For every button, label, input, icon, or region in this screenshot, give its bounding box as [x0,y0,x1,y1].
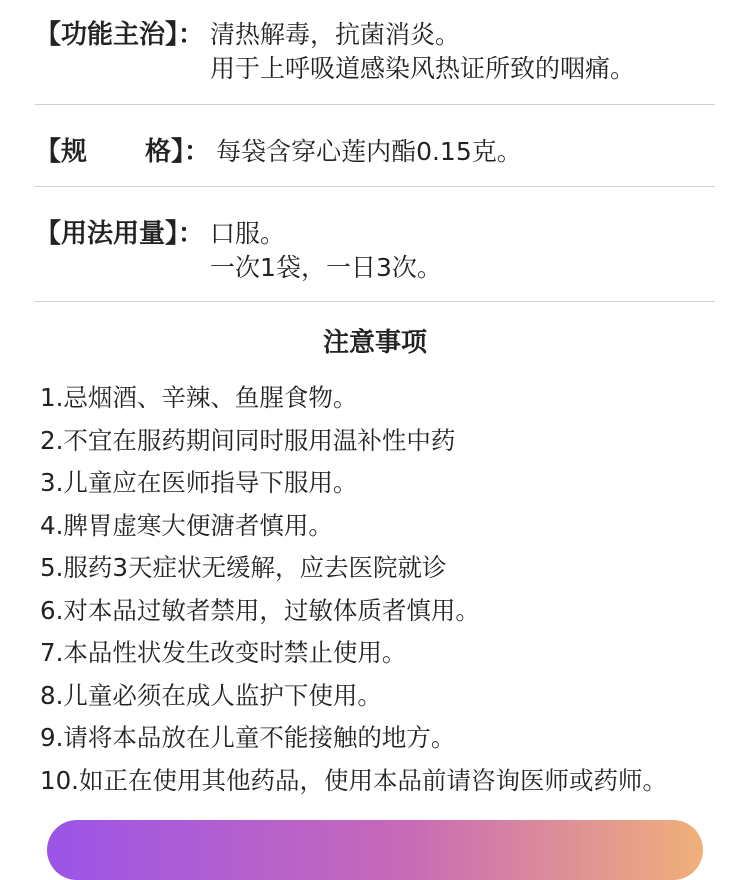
divider [35,104,715,105]
indications-line: 用于上呼吸道感染风热证所致的咽痛。 [210,54,636,83]
precaution-item: 5.服药3天症状无缓解，应去医院就诊 [40,553,447,582]
indications-section [35,18,715,86]
precaution-item: 7.本品性状发生改变时禁止使用。 [40,638,407,667]
dosage-line: 一次1袋，一日3次。 [210,253,442,282]
precaution-item: 4.脾胃虚寒大便溏者慎用。 [40,510,333,540]
precaution-item: 2.不宜在服药期间同时服用温补性中药 [40,425,456,455]
divider [35,301,715,302]
precaution-item: 10.如正在使用其他药品，使用本品前请咨询医师或药师。 [40,765,667,795]
specification-value: 每袋含穿心莲内酯0.15克。 [216,137,522,166]
dosage-line: 口服。 [210,219,286,248]
precaution-item: 1.忌烟酒、辛辣、鱼腥食物。 [40,383,358,412]
bottom-action-button[interactable] [47,820,703,880]
precautions-title: 注意事项 [322,328,427,358]
precaution-item: 6.对本品过敏者禁用，过敏体质者慎用。 [40,595,480,625]
divider [35,186,715,187]
dosage-values [210,217,442,285]
precautions-list [40,377,667,802]
precaution-item: 3.儿童应在医师指导下服用。 [40,468,358,497]
indications-line: 清热解毒，抗菌消炎。 [210,20,461,49]
dosage-label: 【用法用量】： [35,219,205,249]
indications-values [210,18,635,86]
specification-section [35,135,715,169]
precaution-item: 9.请将本品放在儿童不能接触的地方。 [40,723,456,752]
dosage-section [35,217,715,285]
indications-label: 【功能主治】： [35,20,205,50]
specification-label: 【规 格】： [35,137,211,167]
precaution-item: 8.儿童必须在成人监护下使用。 [40,680,382,710]
specification-values [216,135,522,169]
